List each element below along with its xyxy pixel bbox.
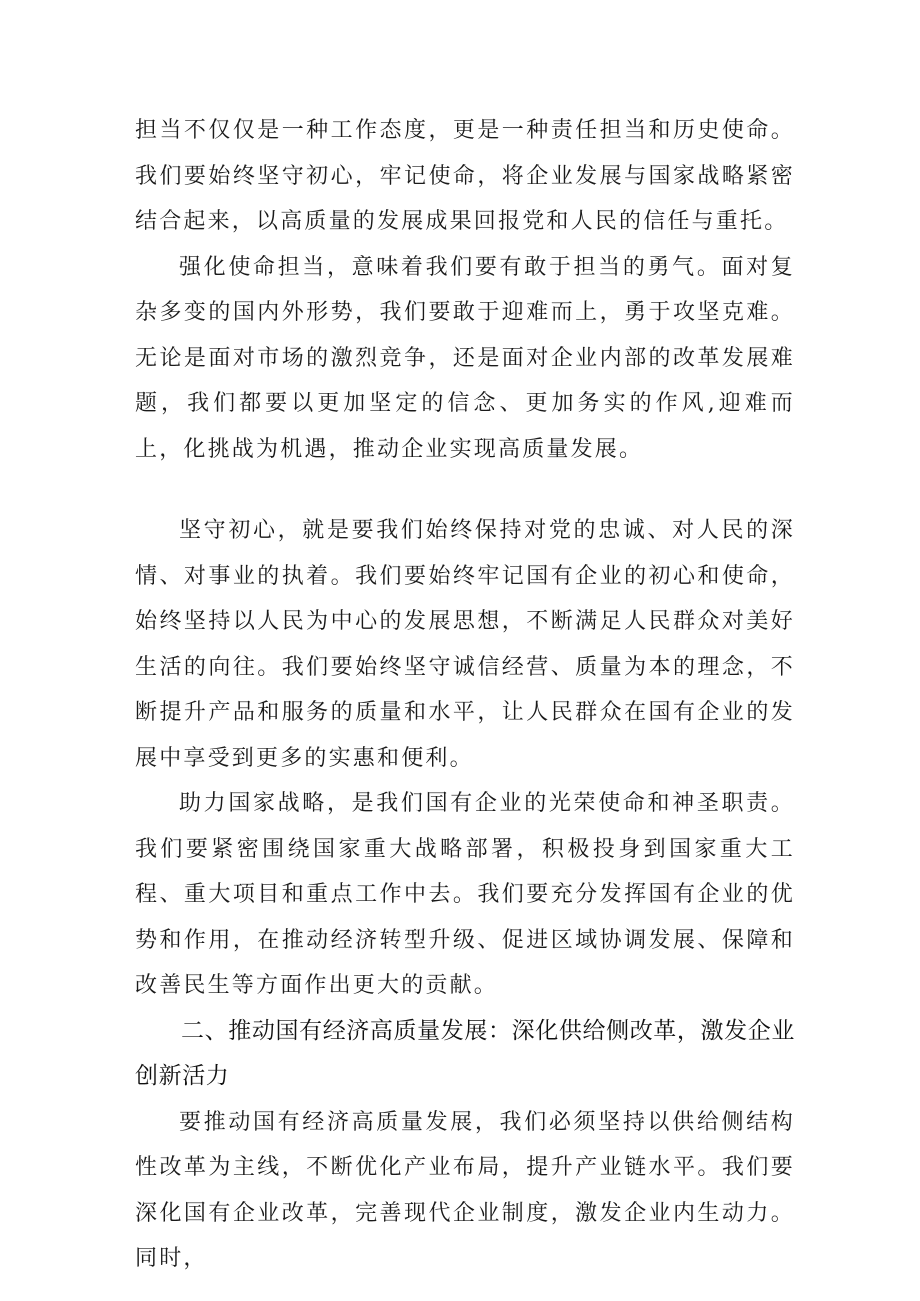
- paragraph-mission-responsibility: 强化使命担当，意味着我们要有敢于担当的勇气。面对复杂多变的国内外形势，我们要敢于迎难而上，勇于攻坚克难。无论是面对市场的激烈竞争，还是面对企业内部的改革发展难题，我们都要以更加坚定的信念、更加务实的作风,迎难而上，化挑战为机遇，推动企业实现高质量发展。: [135, 254, 795, 462]
- paragraph-original-aspiration: 坚守初心，就是要我们始终保持对党的忠诚、对人民的深情、对事业的执着。我们要始终牢记国有企业的初心和使命，始终坚持以人民为中心的发展思想，不断满足人民群众对美好生活的向往。我们要始终坚守诚信经营、质量为本的理念，不断提升产品和服务的质量和水平，让人民群众在国有企业的发展中享受到更多的实惠和便利。: [135, 518, 795, 771]
- paragraph-national-strategy: 助力国家战略，是我们国有企业的光荣使命和神圣职责。我们要紧密围绕国家重大战略部署，积极投身到国家重大工程、重大项目和重点工作中去。我们要充分发挥国有企业的优势和作用，在推动经济转型升级、促进区域协调发展、保障和改善民生等方面作出更大的贡献。: [135, 791, 795, 998]
- paragraph-continued: 担当不仅仅是一种工作态度，更是一种责任担当和历史使命。我们要始终坚守初心，牢记使命，将企业发展与国家战略紧密结合起来，以高质量的发展成果回报党和人民的信任与重托。: [135, 118, 795, 234]
- paragraph-gap: [135, 472, 795, 508]
- paragraph-supply-side-reform: 要推动国有经济高质量发展，我们必须坚持以供给侧结构性改革为主线，不断优化产业布局，提升产业链水平。我们要深化国有企业改革，完善现代企业制度，激发企业内生动力。同时，: [135, 1109, 795, 1271]
- document-body: [135, 108, 795, 1282]
- section-heading: 二、推动国有经济高质量发展：深化供给侧改革，激发企业创新活力: [135, 1017, 795, 1089]
